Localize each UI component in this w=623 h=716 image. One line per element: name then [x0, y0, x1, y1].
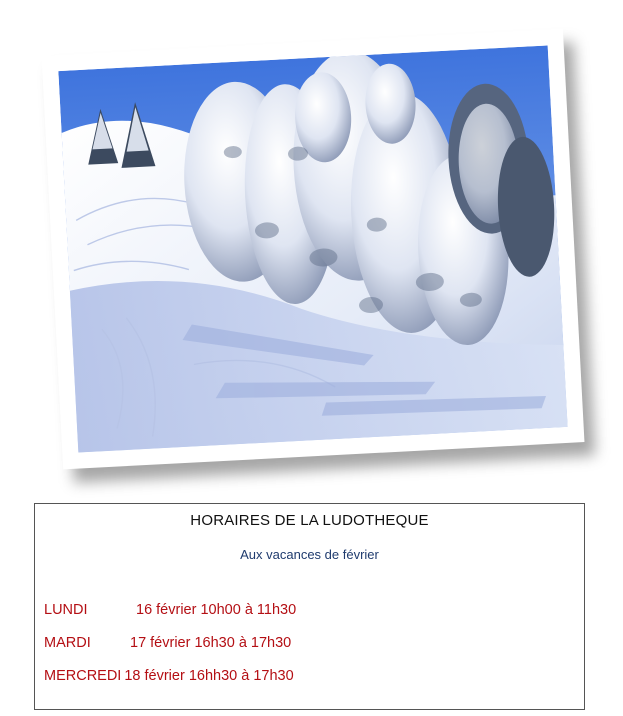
schedule-slot: 18 février 16hh30 à 17h30 — [124, 668, 294, 684]
schedule-slot: 16 février 10h00 à 11h30 — [136, 602, 297, 618]
schedule-subtitle: Aux vacances de février — [240, 547, 379, 562]
schedule-day: MARDI — [44, 635, 91, 651]
schedule-row-mardi — [44, 635, 291, 651]
photo-frame — [42, 29, 585, 470]
schedule-row-mercredi — [44, 668, 294, 684]
schedule-title: HORAIRES DE LA LUDOTHEQUE — [190, 512, 429, 529]
schedule-day: LUNDI — [44, 602, 88, 618]
schedule-slot: 17 février 16h30 à 17h30 — [130, 635, 292, 651]
snow-trees-photo — [58, 45, 567, 452]
photo-card — [42, 29, 585, 470]
schedule-row-lundi — [44, 602, 296, 618]
schedule-box — [34, 503, 585, 710]
schedule-day: MERCREDI — [44, 668, 122, 684]
